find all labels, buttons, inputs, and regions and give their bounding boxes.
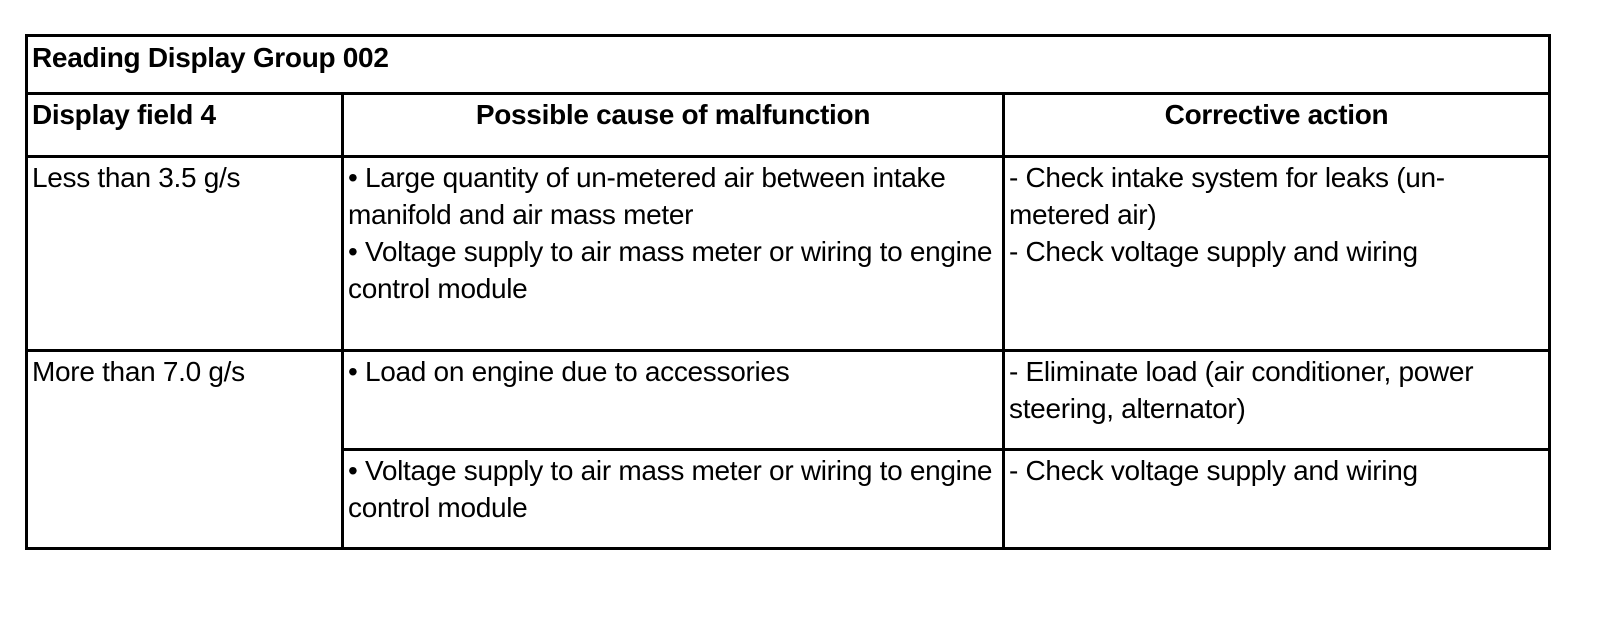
header-corrective-action: Corrective action xyxy=(1004,94,1550,157)
action-cell xyxy=(1004,351,1550,450)
action-item: - Check voltage supply and wiring xyxy=(1009,236,1418,267)
display-field-value: More than 7.0 g/s xyxy=(27,351,343,549)
display-group-table xyxy=(25,34,1551,550)
action-item: - Check voltage supply and wiring xyxy=(1009,455,1418,486)
display-field-value: Less than 3.5 g/s xyxy=(27,157,343,351)
title-row xyxy=(27,36,1550,94)
action-cell xyxy=(1004,157,1550,351)
cause-cell xyxy=(343,157,1004,351)
table-row xyxy=(27,157,1550,351)
header-row xyxy=(27,94,1550,157)
table-title: Reading Display Group 002 xyxy=(27,36,1550,94)
cause-item: • Load on engine due to accessories xyxy=(348,356,790,387)
cause-item: • Voltage supply to air mass meter or wiring to engine control module xyxy=(348,455,993,523)
header-display-field: Display field 4 xyxy=(27,94,343,157)
table-row xyxy=(27,351,1550,450)
action-item: - Check intake system for leaks (un-metered air) xyxy=(1009,162,1445,230)
cause-cell xyxy=(343,351,1004,450)
header-possible-cause: Possible cause of malfunction xyxy=(343,94,1004,157)
cause-item: • Large quantity of un-metered air between intake manifold and air mass meter xyxy=(348,162,946,230)
action-item: - Eliminate load (air conditioner, power steering, alternator) xyxy=(1009,356,1474,424)
cause-item: • Voltage supply to air mass meter or wiring to engine control module xyxy=(348,236,993,304)
action-cell xyxy=(1004,450,1550,549)
cause-cell xyxy=(343,450,1004,549)
